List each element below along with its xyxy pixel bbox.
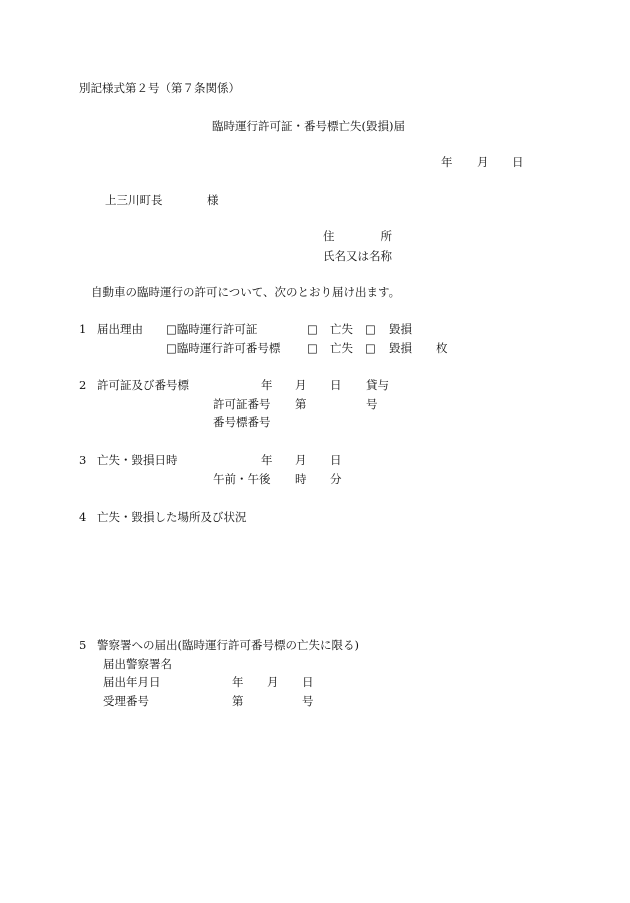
form-title: 臨時運行許可証・番号標亡失(毀損)届 [212, 119, 405, 133]
receipt-number-dai: 第 [232, 694, 244, 708]
incident-minute: 分 [330, 472, 342, 486]
damage-label-1: 毀損 [389, 322, 412, 336]
section-2-number: 2 [79, 378, 87, 392]
damage-checkbox-2[interactable]: □ [365, 341, 376, 355]
form-id: 別記様式第２号（第７条関係） [79, 81, 240, 95]
loss-checkbox-2[interactable]: □ [307, 341, 318, 355]
incident-month: 月 [295, 453, 307, 467]
section-2-label: 許可証及び番号標 [97, 378, 189, 392]
damage-label-2: 毀損 [389, 341, 412, 355]
lend-year: 年 [261, 378, 273, 392]
option-permit-certificate[interactable]: □臨時運行許可証 [166, 322, 258, 336]
addressee-honorific: 様 [207, 193, 219, 207]
date-month: 月 [477, 155, 489, 169]
section-5-number: 5 [79, 638, 87, 652]
receipt-number-go: 号 [302, 694, 314, 708]
loss-label-1: 亡失 [330, 322, 353, 336]
plate-number-label: 番号標番号 [213, 415, 271, 429]
police-station-label: 届出警察署名 [103, 657, 172, 671]
report-date-label: 届出年月日 [103, 675, 161, 689]
intro-text: 自動車の臨時運行の許可について、次のとおり届け出ます。 [91, 285, 401, 299]
ampm-label: 午前・午後 [213, 472, 271, 486]
option-permit-plate[interactable]: □臨時運行許可番号標 [166, 341, 281, 355]
section-3-label: 亡失・毀損日時 [97, 453, 178, 467]
permit-number-dai: 第 [295, 397, 307, 411]
date-year: 年 [441, 155, 453, 169]
incident-hour: 時 [295, 472, 307, 486]
section-3-number: 3 [79, 453, 87, 467]
count-unit: 枚 [436, 341, 448, 355]
loss-label-2: 亡失 [330, 341, 353, 355]
section-5-label: 警察署への届出(臨時運行許可番号標の亡失に限る) [97, 638, 359, 652]
permit-number-label: 許可証番号 [213, 397, 271, 411]
section-1-label: 届出理由 [97, 322, 143, 336]
report-day: 日 [302, 675, 314, 689]
receipt-number-label: 受理番号 [103, 694, 149, 708]
addressee-name: 上三川町長 [105, 193, 163, 207]
lend-day: 日 [330, 378, 342, 392]
lend-label: 貸与 [366, 378, 389, 392]
loss-checkbox-1[interactable]: □ [307, 322, 318, 336]
applicant-name-label: 氏名又は名称 [323, 249, 392, 263]
permit-number-go: 号 [366, 397, 378, 411]
applicant-address-label: 住 所 [323, 229, 392, 243]
incident-day: 日 [330, 453, 342, 467]
section-4-label: 亡失・毀損した場所及び状況 [97, 510, 247, 524]
report-month: 月 [267, 675, 279, 689]
section-1-number: 1 [79, 322, 87, 336]
date-day: 日 [512, 155, 524, 169]
incident-year: 年 [261, 453, 273, 467]
lend-month: 月 [295, 378, 307, 392]
damage-checkbox-1[interactable]: □ [365, 322, 376, 336]
section-4-number: 4 [79, 510, 87, 524]
report-year: 年 [232, 675, 244, 689]
